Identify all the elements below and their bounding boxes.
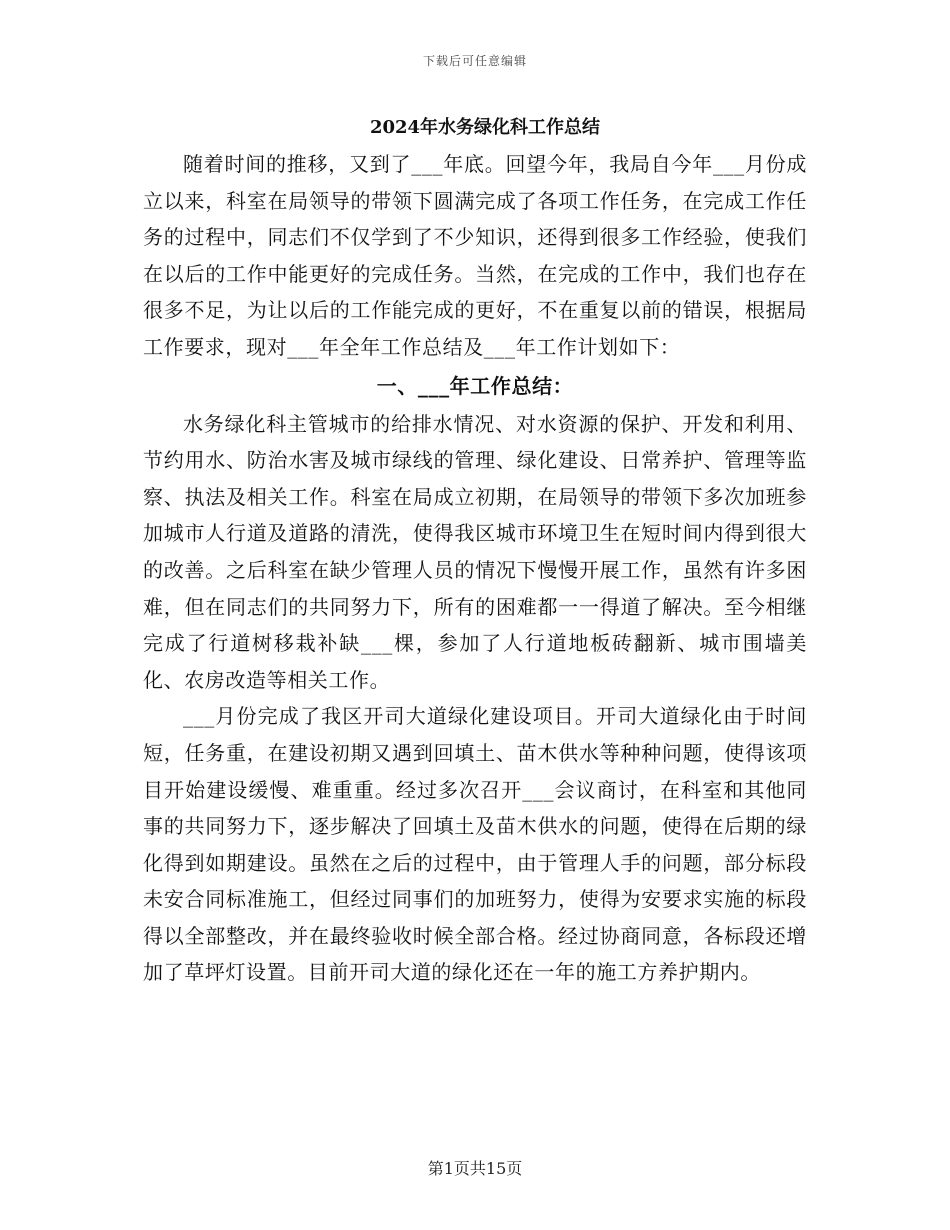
document-title: 2024年水务绿化科工作总结 (369, 117, 601, 138)
body-paragraph-1: 水务绿化科主管城市的给排水情况、对水资源的保护、开发和利用、节约用水、防治水害及城市绿线的管理、绿化建设、日常养护、管理等监察、执法及相关工作。科室在局成立初期，在局领导的带领下多次加班参加城市人行道及道路的清洗，使得我区城市环境卫生在短时间内得到很大的改善。之后科室在缺少管理人员的情况下慢慢开展工作，虽然有许多困难，但在同志们的共同努力下，所有的困难都一一得道了解决。至今相继完成了行道树移栽补缺___棵，参加了人行道地板砖翻新、城市围墙美化、农房改造等相关工作。 (143, 411, 807, 692)
page-number-footer: 第1页共15页 (427, 1159, 523, 1178)
intro-paragraph: 随着时间的推移，又到了___年底。回望今年，我局自今年___月份成立以来，科室在局领导的带领下圆满完成了各项工作任务，在完成工作任务的过程中，同志们不仅学到了不少知识，还得到很多工作经验，使我们在以后的工作中能更好的完成任务。当然，在完成的工作中，我们也存在很多不足，为让以后的工作能完成的更好，不在重复以前的错误，根据局工作要求，现对___年全年工作总结及___年工作计划如下： (143, 152, 807, 359)
page-header-note: 下载后可任意编辑 (422, 54, 527, 68)
document-body (143, 110, 807, 991)
body-paragraph-2: ___月份完成了我区开司大道绿化建设项目。开司大道绿化由于时间短，任务重，在建设初期又遇到回填土、苗木供水等种种问题，使得该项目开始建设缓慢、难重重。经过多次召开___会议商讨，在科室和其他同事的共同努力下，逐步解决了回填土及苗木供水的问题，使得在后期的绿化得到如期建设。虽然在之后的过程中，由于管理人手的问题，部分标段未安合同标准施工，但经过同事们的加班努力，使得为安要求实施的标段得以全部整改，并在最终验收时候全部合格。经过协商同意，各标段还增加了草坪灯设置。目前开司大道的绿化还在一年的施工方养护期内。 (143, 704, 807, 985)
section-heading-1: 一、___年工作总结： (376, 373, 574, 398)
